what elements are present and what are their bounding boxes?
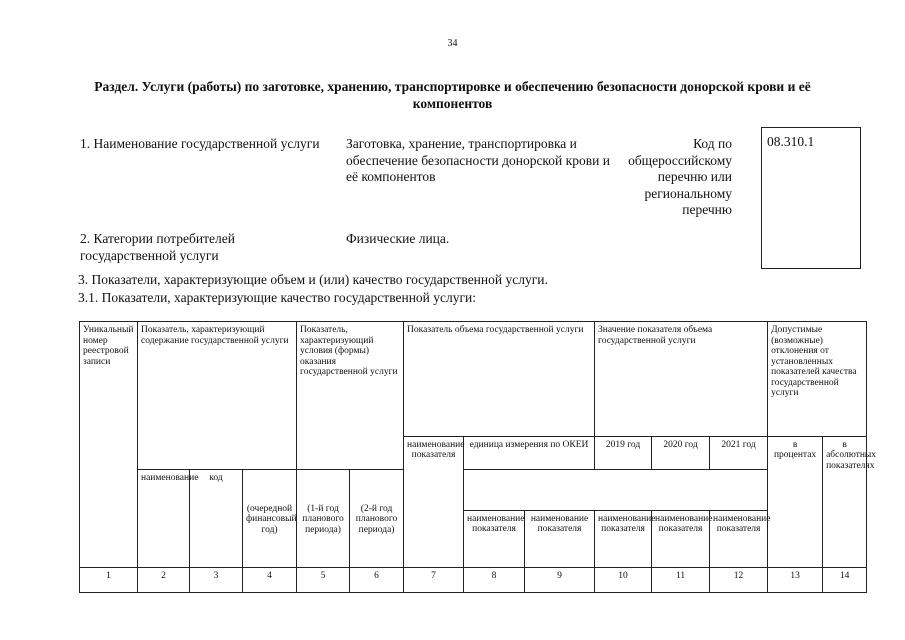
consumer-category-label: 2. Категории потребителей государственной услуги: [80, 231, 235, 263]
content-indicator-header: Показатель, характеризующий содержание государственной услуги: [138, 322, 297, 470]
column-number: 12: [710, 568, 768, 593]
year-2019-header: 2019 год: [595, 436, 652, 469]
indicator-name-header: наименование показателя: [404, 436, 464, 567]
year-2021-note: (2-й год планового периода): [350, 469, 404, 568]
page-number: 34: [447, 38, 458, 49]
column-number: 7: [404, 568, 464, 593]
year-2020-header: 2020 год: [652, 436, 710, 469]
consumer-category-value: Физические лица.: [346, 231, 450, 246]
content-subindicator-2: наименование показателя: [525, 510, 595, 567]
service-name-value: Заготовка, хранение, транспортировка и обеспечение безопасности донорской крови и её компонентов: [346, 136, 610, 184]
deviations-header: Допустимые (возможные) отклонения от установленных показателей качества государственной услуги: [768, 322, 867, 437]
column-number: 3: [190, 568, 243, 593]
percent-header: в процентах: [768, 436, 823, 567]
column-number: 4: [243, 568, 297, 593]
column-number: 6: [350, 568, 404, 593]
content-subindicator-1: наименование показателя: [464, 510, 525, 567]
quality-indicators-table: [79, 321, 877, 593]
conditions-subindicator-2: наименование показателя: [710, 510, 768, 567]
column-number: 8: [464, 568, 525, 593]
section-title: Раздел. Услуги (работы) по заготовке, хранению, транспортировке и обеспечению безопасности донорской крови и её компонентов: [94, 79, 811, 111]
section-3-heading: 3. Показатели, характеризующие объем и (или) качество государственной услуги.: [78, 272, 548, 287]
column-number: 13: [768, 568, 823, 593]
code-label: Код по общероссийскому перечню или региональному перечню: [628, 136, 732, 217]
code-value: 08.310.1: [767, 134, 815, 149]
volume-indicator-header: Показатель объема государственной услуги: [404, 322, 595, 437]
column-number: 9: [525, 568, 595, 593]
column-number: 10: [595, 568, 652, 593]
column-number: 2: [138, 568, 190, 593]
section-3-1-heading: 3.1. Показатели, характеризующие качество государственной услуги:: [78, 290, 477, 305]
volume-value-header: Значение показателя объема государственной услуги: [595, 322, 768, 437]
unit-name-header: наименование: [138, 469, 190, 568]
unit-code-header: код: [190, 469, 243, 568]
year-2019-note: (очередной финансовый год): [243, 469, 297, 568]
code-box: [761, 127, 861, 269]
absolute-header: в абсолютных показателях: [823, 436, 867, 567]
column-number: 1: [80, 568, 138, 593]
content-subindicator-3: наименование показателя: [595, 510, 652, 567]
unit-okei-header: единица измерения по ОКЕИ: [464, 436, 595, 469]
column-number: 14: [823, 568, 867, 593]
year-2021-header: 2021 год: [710, 436, 768, 469]
registry-number-header: Уникальный номер реестровой записи: [80, 322, 138, 568]
conditions-indicator-header: Показатель, характеризующий условия (формы) оказания государственной услуги: [297, 322, 404, 470]
column-number: 11: [652, 568, 710, 593]
service-name-label: 1. Наименование государственной услуги: [80, 136, 320, 151]
year-2020-note: (1-й год планового периода): [297, 469, 350, 568]
conditions-subindicator-1: наименование показателя: [652, 510, 710, 567]
column-number: 5: [297, 568, 350, 593]
